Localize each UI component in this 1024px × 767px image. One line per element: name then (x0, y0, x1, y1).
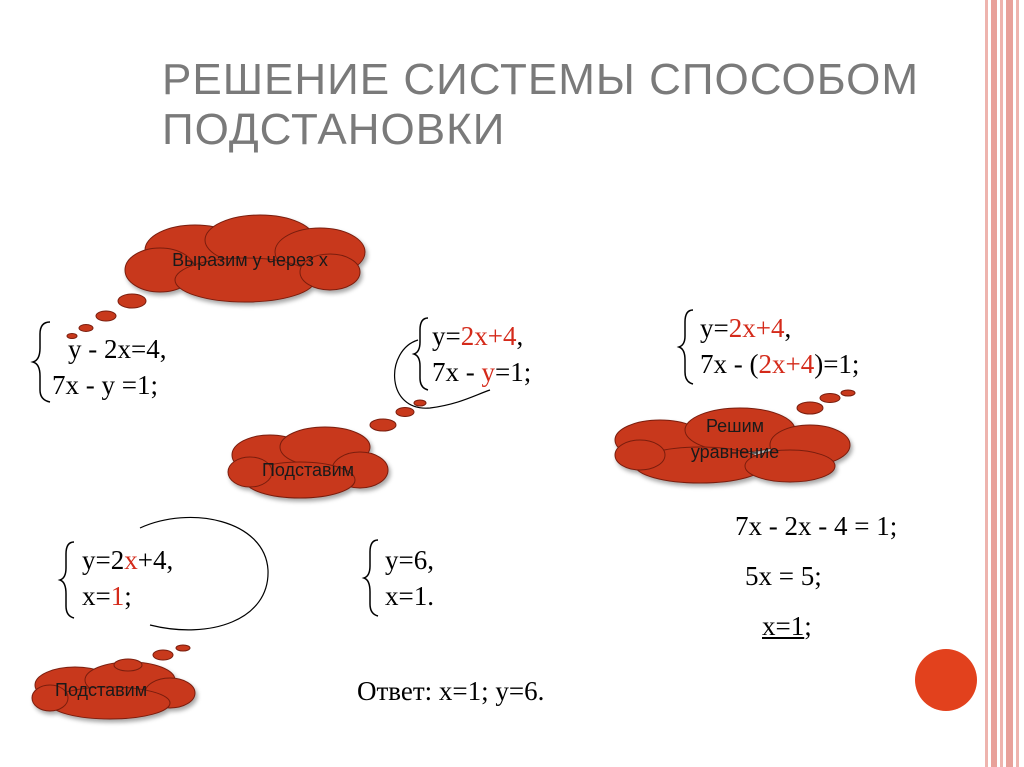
system-2-line-2 (432, 354, 531, 390)
cloud-label-solve (680, 413, 790, 465)
system-4-l2-a: х= (82, 581, 111, 611)
system-3-line-2 (700, 346, 859, 382)
cloud-bubble (153, 650, 173, 660)
system-4-l2-b: 1 (110, 581, 125, 611)
system-4-l1-b: х (124, 545, 138, 575)
system-3-line-1 (700, 310, 859, 346)
cloud-bubble (841, 390, 855, 396)
equation-result: х=1 (762, 611, 805, 641)
cloud-bubble (797, 402, 823, 414)
cloud-label-solve-line2: уравнение (690, 442, 780, 462)
system-5 (385, 542, 434, 614)
equation-line-2: 5х = 5; (745, 561, 822, 591)
system-3-l2-a: 7х - ( (700, 349, 759, 379)
system-2-l1-c: , (516, 321, 524, 351)
brace-system-1 (33, 322, 50, 402)
brace-system-5 (364, 540, 378, 616)
cloud-bubble (114, 659, 142, 671)
cloud-bubble (820, 394, 840, 403)
system-4-l1-c: +4, (137, 545, 174, 575)
system-2-line-1 (432, 318, 531, 354)
system-2-l1-b: 2х+4 (460, 321, 517, 351)
cloud-label-solve-line1: Решим (705, 416, 765, 436)
system-3-l2-b: 2х+4 (758, 349, 815, 379)
brace-system-4 (60, 542, 74, 618)
system-4-line-2 (82, 578, 173, 614)
cloud-bubble (96, 311, 116, 321)
system-1-line-1: у - 2х=4, (68, 334, 167, 364)
system-2-l2-a: 7х - (432, 357, 482, 387)
system-3-l1-a: у= (700, 313, 729, 343)
cloud-bubble (370, 419, 396, 431)
cloud-bubble (396, 408, 414, 417)
system-5-line-2: х=1. (385, 581, 434, 611)
brace-system-2 (414, 318, 428, 390)
system-2-l2-c: =1; (495, 357, 532, 387)
cloud-label-substitute-2: Подставим (55, 680, 148, 700)
answer-text: Ответ: х=1; у=6. (357, 676, 545, 706)
system-1b (52, 367, 158, 403)
title-line-1: РЕШЕНИЕ СИСТЕМЫ СПОСОБОМ (162, 55, 920, 104)
decorative-red-circle (915, 649, 977, 711)
cloud-label-express: Выразим у через х (172, 250, 328, 270)
equation-line-3 (762, 608, 812, 644)
system-5-line-1: у=6, (385, 545, 434, 575)
system-1 (68, 331, 166, 367)
cloud-bubble (118, 294, 146, 308)
equation-line-1: 7х - 2х - 4 = 1; (735, 511, 898, 541)
system-3-l1-c: , (784, 313, 792, 343)
system-4 (82, 542, 173, 614)
equation-line-3-tail: ; (804, 611, 812, 641)
system-3-l2-c: )=1; (814, 349, 860, 379)
system-2-l2-b: у (481, 357, 495, 387)
title-line-2: ПОДСТАНОВКИ (162, 105, 506, 154)
system-2 (432, 318, 531, 390)
cloud-bubble (176, 645, 190, 651)
system-4-l2-c: ; (124, 581, 132, 611)
system-3 (700, 310, 859, 382)
system-4-line-1 (82, 542, 173, 578)
cloud-bubble (414, 400, 426, 406)
cloud-label-substitute-1: Подставим (261, 460, 355, 480)
brace-system-3 (679, 310, 693, 384)
system-2-l1-a: у= (432, 321, 461, 351)
system-1-line-2: 7х - у =1; (52, 370, 158, 400)
system-4-l1-a: у=2 (82, 545, 125, 575)
system-3-l1-b: 2х+4 (728, 313, 785, 343)
